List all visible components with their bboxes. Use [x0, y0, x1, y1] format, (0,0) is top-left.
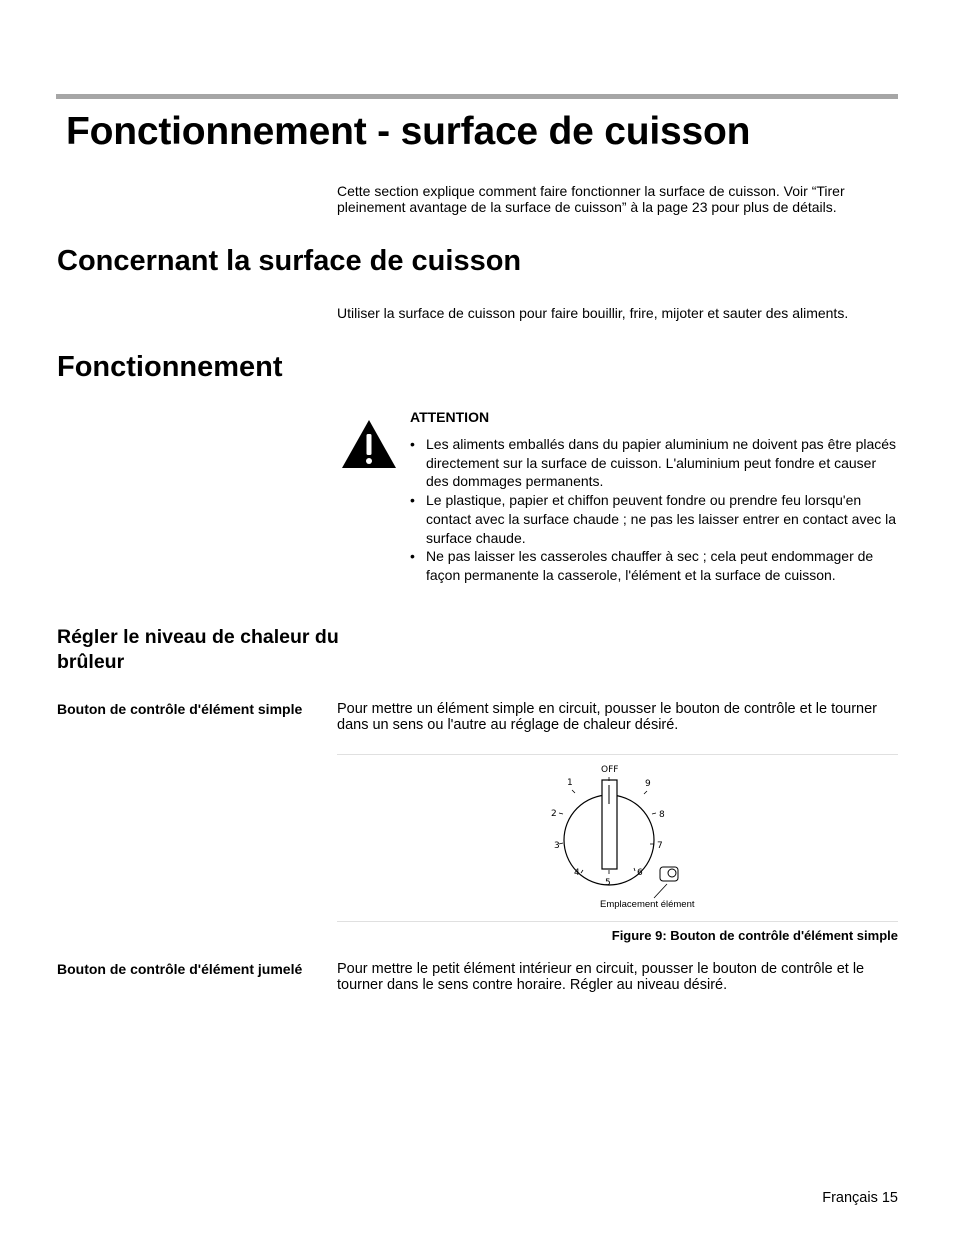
- dial-mark: 8: [659, 810, 665, 820]
- subsection-heading-heat-level: Régler le niveau de chaleur du brûleur: [57, 626, 339, 673]
- dial-mark: 7: [657, 841, 663, 851]
- page-title: Fonctionnement - surface de cuisson: [66, 110, 751, 153]
- attention-item: • Ne pas laisser les casseroles chauffer à sec ; cela peut endommager de façon permanente la casserole, l'élément et la surface de cuisson.: [410, 547, 901, 584]
- attention-item: • Les aliments emballés dans du papier aluminium ne doivent pas être placés directement sur la surface de cuisson. L'aluminium peut fondre et causer des dommages permanents.: [410, 435, 901, 491]
- figure-caption: Figure 9: Bouton de contrôle d'élément simple: [611, 928, 898, 943]
- warning-triangle-icon: [341, 418, 397, 470]
- dial-mark-off: OFF: [601, 765, 619, 775]
- dial-mark: 5: [605, 878, 611, 888]
- dial-mark: 6: [637, 868, 643, 878]
- control-knob-diagram: [540, 760, 710, 915]
- about-paragraph: Utiliser la surface de cuisson pour faire bouillir, frire, mijoter et sauter des aliments.: [337, 305, 849, 321]
- side-heading-dual-control: Bouton de contrôle d'élément jumelé: [57, 961, 303, 977]
- dial-mark: 2: [551, 809, 557, 819]
- dial-mark: 1: [567, 778, 573, 788]
- section-heading-about: Concernant la surface de cuisson: [57, 245, 522, 277]
- dial-mark: 4: [574, 868, 580, 878]
- top-divider: [56, 94, 898, 99]
- dual-control-paragraph: Pour mettre le petit élément intérieur en circuit, pousser le bouton de contrôle et le tourner dans le sens contre horaire. Régler au niveau désiré.: [337, 961, 865, 993]
- dial-mark: 3: [554, 841, 560, 851]
- element-location-label: Emplacement élément: [600, 899, 695, 910]
- section-heading-operation: Fonctionnement: [57, 351, 283, 383]
- element-leader-line: [654, 884, 667, 898]
- single-control-paragraph: Pour mettre un élément simple en circuit, pousser le bouton de contrôle et le tourner dans un sens ou l'autre au réglage de chaleur désiré.: [337, 701, 878, 733]
- page-footer: Français 15: [822, 1190, 898, 1206]
- element-location-icon: [660, 867, 678, 881]
- attention-title: ATTENTION: [410, 409, 490, 425]
- intro-paragraph: Cette section explique comment faire fonctionner la surface de cuisson. Voir “Tirer pleinement avantage de la surface de cuisson” à la page 23 pour plus de détails.: [337, 183, 845, 215]
- side-heading-single-control: Bouton de contrôle d'élément simple: [57, 701, 303, 717]
- figure-top-rule: [337, 754, 898, 755]
- attention-item: • Le plastique, papier et chiffon peuvent fondre ou prendre feu lorsqu'en contact avec la surface chaude ; ne pas les laisser entrer en contact avec la surface chaude.: [410, 491, 901, 547]
- figure-bottom-rule: [337, 921, 898, 922]
- attention-list: [410, 435, 901, 585]
- dial-mark: 9: [645, 779, 651, 789]
